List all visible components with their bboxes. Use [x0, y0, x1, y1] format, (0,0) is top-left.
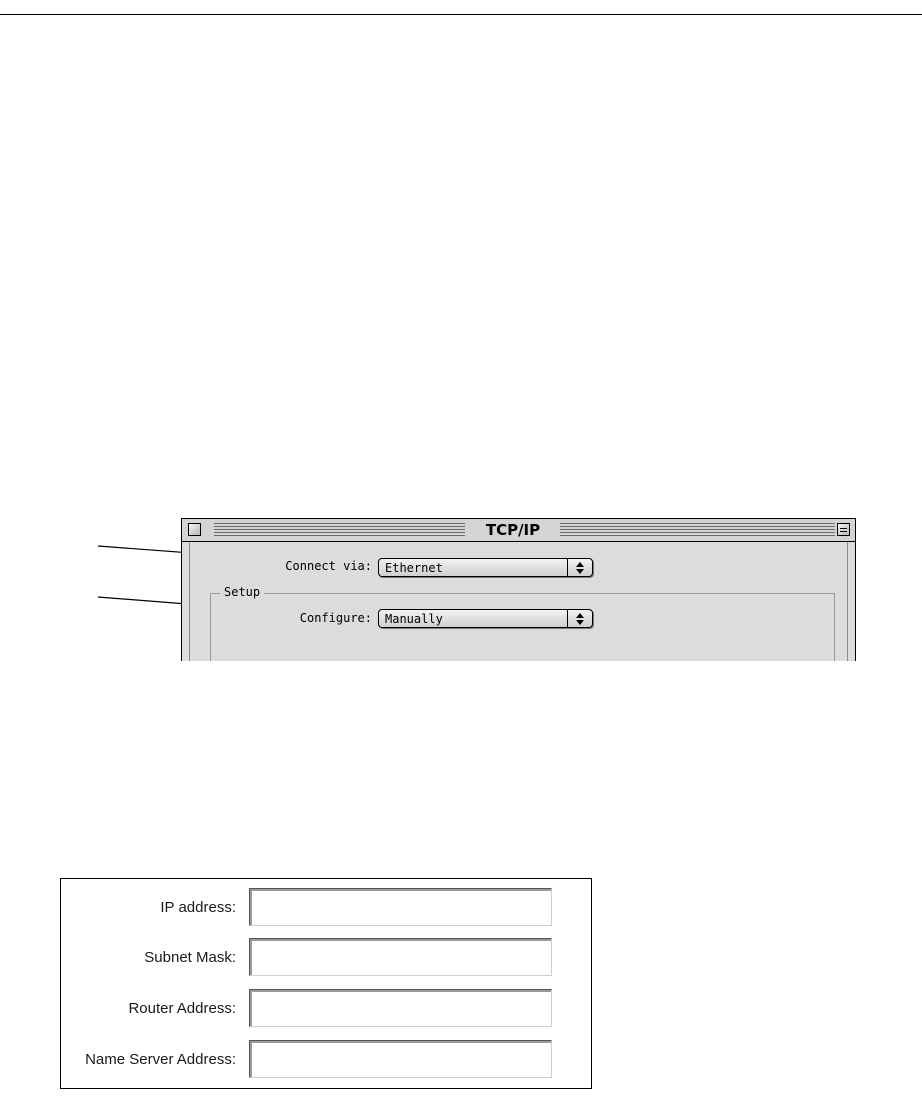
title-stripes-right — [560, 523, 835, 537]
ip-address-input[interactable] — [249, 888, 552, 926]
title-bar[interactable] — [182, 519, 855, 542]
router-address-input[interactable] — [249, 989, 552, 1027]
form-row-subnet-mask — [61, 938, 591, 978]
configure-popup[interactable] — [378, 609, 593, 628]
connect-via-popup[interactable] — [378, 558, 593, 577]
name-server-address-label: Name Server Address: — [85, 1051, 236, 1068]
form-row-name-server-address — [61, 1040, 591, 1080]
updown-arrows-icon — [567, 559, 592, 576]
updown-arrows-icon — [567, 610, 592, 627]
connect-via-value: Ethernet — [385, 561, 443, 575]
form-row-ip-address — [61, 888, 591, 928]
subnet-mask-label: Subnet Mask: — [144, 949, 236, 966]
address-form — [60, 878, 592, 1089]
subnet-mask-input[interactable] — [249, 938, 552, 976]
close-box-icon[interactable] — [188, 523, 201, 536]
router-address-label: Router Address: — [128, 1000, 236, 1017]
zoom-box-icon[interactable] — [837, 523, 850, 536]
connect-via-label: Connect via: — [285, 559, 372, 573]
ip-address-label: IP address: — [160, 899, 236, 916]
form-row-router-address — [61, 989, 591, 1029]
tcpip-window — [181, 518, 856, 661]
configure-label: Configure: — [299, 611, 372, 625]
name-server-address-input[interactable] — [249, 1040, 552, 1078]
window-title: TCP/IP — [485, 521, 541, 539]
setup-legend: Setup — [220, 585, 264, 599]
configure-value: Manually — [385, 612, 443, 626]
title-stripes-left — [214, 523, 465, 537]
